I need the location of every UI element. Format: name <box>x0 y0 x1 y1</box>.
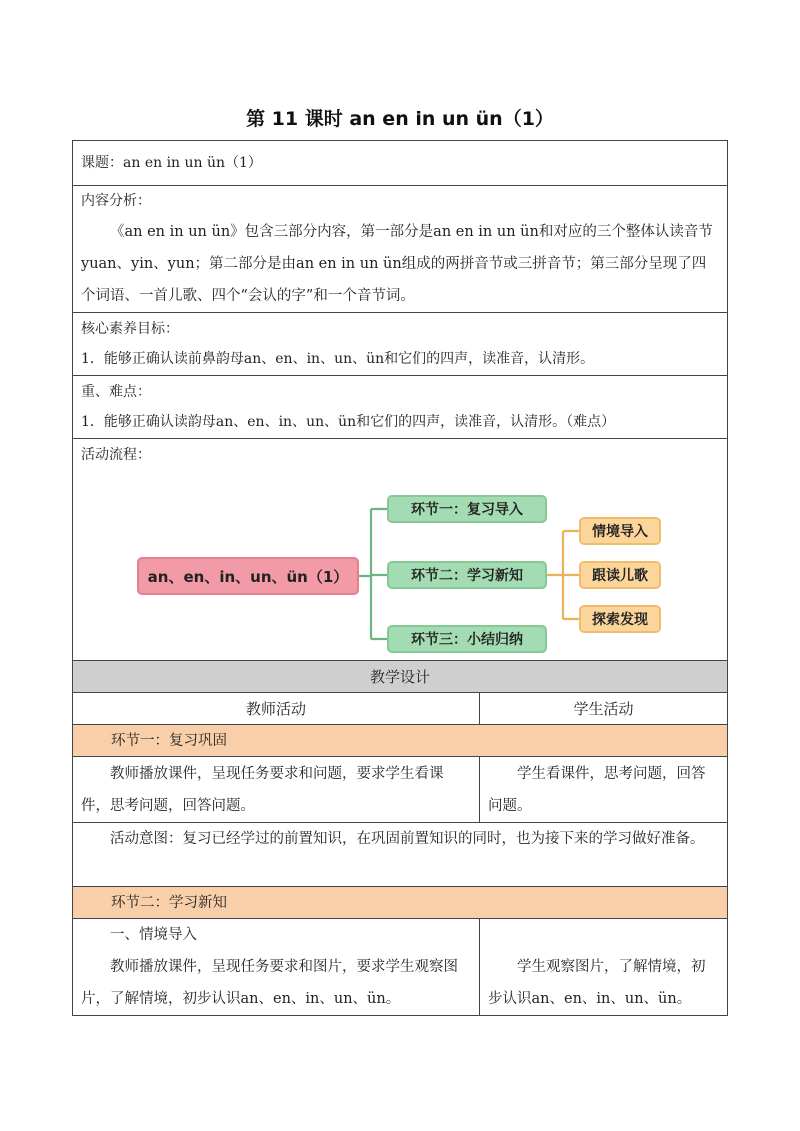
flow-substep-1: 情境导入 <box>579 517 661 545</box>
key-points-heading: 重、难点： <box>81 384 151 400</box>
flow-stage-1: 环节一：复习导入 <box>387 495 547 523</box>
activity-flow-heading: 活动流程： <box>81 447 151 463</box>
stage1-label: 环节一：复习巩固 <box>73 725 727 757</box>
design-column-headers <box>73 693 727 725</box>
stage1-student: 学生看课件，思考问题，回答问题。 <box>488 766 706 814</box>
topic-row <box>73 141 727 186</box>
design-header: 教学设计 <box>73 661 727 693</box>
content-analysis-row <box>73 186 727 313</box>
core-goals-text: 1．能够正确认读前鼻韵母an、en、in、un、ün和它们的四声，读准音，认清形。 <box>81 351 595 367</box>
key-points-text: 1．能够正确认读韵母an、en、in、un、ün和它们的四声，读准音，认清形。（难点） <box>81 414 616 430</box>
topic-text: 课题：an en in un ün（1） <box>81 155 262 171</box>
content-analysis-text: 《an en in un ün》包含三部分内容，第一部分是an en in un ün和对应的三个整体认读音节yuan、yin、yun；第二部分是由an en in un ün组成的两拼音节或三拼音节；第三部分呈现了四个词语、一首儿歌、四个“会认的字”和一个音节词。 <box>81 224 713 304</box>
teacher-column-header: 教师活动 <box>73 693 480 724</box>
core-goals-row <box>73 313 727 376</box>
flow-root-node: an、en、in、un、ün（1） <box>137 557 359 595</box>
stage1-intent-row <box>73 823 727 887</box>
stage2-student: 学生观察图片，了解情境，初步认识an、en、in、un、ün。 <box>488 959 706 1007</box>
stage2-label: 环节二：学习新知 <box>73 887 727 919</box>
flow-stage-3: 环节三：小结归纳 <box>387 625 547 653</box>
content-analysis-heading: 内容分析： <box>81 193 151 209</box>
stage1-intent: 活动意图：复习已经学过的前置知识，在巩固前置知识的同时，也为接下来的学习做好准备。 <box>110 831 705 847</box>
lesson-plan-table <box>72 140 728 1016</box>
page-title: 第 11 课时 an en in un ün（1） <box>246 108 554 130</box>
key-points-row <box>73 376 727 439</box>
flow-diagram <box>73 471 727 671</box>
stage2-teacher-cell <box>73 919 480 1015</box>
flow-substep-2: 跟读儿歌 <box>579 561 661 589</box>
student-column-header: 学生活动 <box>573 700 634 718</box>
stage2-sub1: 一、情境导入 <box>110 927 197 943</box>
core-goals-heading: 核心素养目标： <box>81 321 179 337</box>
stage1-activities <box>73 757 727 823</box>
stage1-teacher: 教师播放课件，呈现任务要求和问题，要求学生看课件，思考问题，回答问题。 <box>73 757 480 822</box>
flow-stage-2: 环节二：学习新知 <box>387 561 547 589</box>
stage2-teacher: 教师播放课件，呈现任务要求和图片，要求学生观察图片，了解情境，初步认识an、en、in、un、ün。 <box>81 959 458 1007</box>
flow-substep-3: 探索发现 <box>579 605 661 633</box>
activity-flow-row <box>73 439 727 661</box>
stage2-activities <box>73 919 727 1015</box>
